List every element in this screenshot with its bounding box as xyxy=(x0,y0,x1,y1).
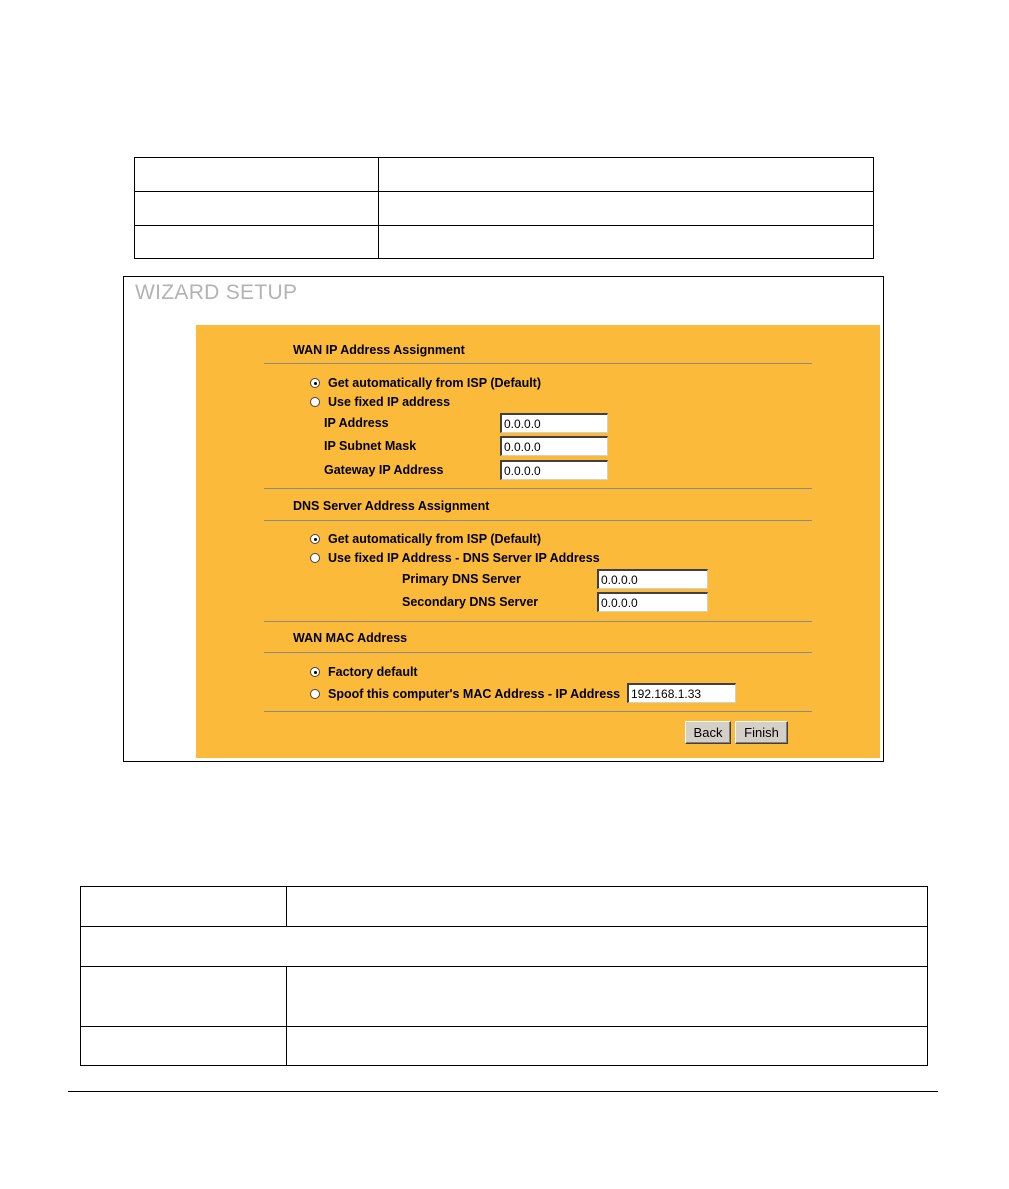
back-button[interactable]: Back xyxy=(685,721,731,744)
gateway-ip-input[interactable] xyxy=(500,460,608,480)
wizard-title: WIZARD SETUP xyxy=(135,281,298,304)
dns-auto-radio[interactable] xyxy=(310,534,320,544)
table-cell xyxy=(81,967,287,1027)
table-row xyxy=(135,226,874,259)
ip-address-input[interactable] xyxy=(500,413,608,433)
dns-section-title: DNS Server Address Assignment xyxy=(293,499,490,513)
spoof-ip-input[interactable] xyxy=(627,683,736,703)
mac-factory-label: Factory default xyxy=(328,665,418,679)
table-row xyxy=(135,158,874,192)
ip-address-label: IP Address xyxy=(324,416,389,430)
table-cell xyxy=(81,887,287,927)
dns-auto-option[interactable] xyxy=(310,532,541,546)
table-cell xyxy=(287,887,928,927)
wan-ip-section-title: WAN IP Address Assignment xyxy=(293,343,465,357)
table-cell xyxy=(379,226,874,259)
footer-rule xyxy=(68,1091,938,1092)
table-cell xyxy=(287,1027,928,1066)
dns-fixed-option[interactable] xyxy=(310,551,600,565)
mac-factory-option[interactable] xyxy=(310,665,418,679)
gateway-ip-label: Gateway IP Address xyxy=(324,463,444,477)
top-document-table xyxy=(134,157,874,259)
table-row xyxy=(81,1027,928,1066)
secondary-dns-label: Secondary DNS Server xyxy=(402,595,539,609)
wan-ip-fixed-radio[interactable] xyxy=(310,397,320,407)
mac-spoof-radio[interactable] xyxy=(310,689,320,699)
table-cell xyxy=(81,1027,287,1066)
mac-spoof-label: Spoof this computer's MAC Address - IP Address xyxy=(328,687,621,701)
primary-dns-input[interactable] xyxy=(597,569,708,589)
wizard-panel xyxy=(196,325,880,758)
dns-fixed-radio[interactable] xyxy=(310,553,320,563)
mac-factory-radio[interactable] xyxy=(310,667,320,677)
wan-ip-auto-label: Get automatically from ISP (Default) xyxy=(328,376,542,390)
subnet-mask-label: IP Subnet Mask xyxy=(324,439,417,453)
divider xyxy=(264,711,812,712)
secondary-dns-input[interactable] xyxy=(597,592,708,612)
primary-dns-label: Primary DNS Server xyxy=(402,572,521,586)
divider xyxy=(264,520,812,521)
finish-button[interactable]: Finish xyxy=(735,721,788,744)
mac-spoof-option[interactable] xyxy=(310,687,620,701)
dns-auto-label: Get automatically from ISP (Default) xyxy=(328,532,542,546)
table-cell xyxy=(379,158,874,192)
table-row xyxy=(135,192,874,226)
table-cell xyxy=(135,158,379,192)
dns-fixed-label: Use fixed IP Address - DNS Server IP Address xyxy=(328,551,600,565)
wan-ip-auto-radio[interactable] xyxy=(310,378,320,388)
wan-mac-section-title: WAN MAC Address xyxy=(293,631,408,645)
wan-ip-fixed-label: Use fixed IP address xyxy=(328,395,451,409)
table-cell xyxy=(135,226,379,259)
table-row xyxy=(81,887,928,927)
wizard-window xyxy=(123,276,884,762)
table-cell xyxy=(135,192,379,226)
bottom-document-table xyxy=(80,886,928,1066)
divider xyxy=(264,488,812,489)
divider xyxy=(264,621,812,622)
subnet-mask-input[interactable] xyxy=(500,436,608,456)
wan-ip-auto-option[interactable] xyxy=(310,376,541,390)
table-row xyxy=(81,967,928,1027)
table-cell xyxy=(379,192,874,226)
table-row xyxy=(81,927,928,967)
divider xyxy=(264,652,812,653)
wan-ip-fixed-option[interactable] xyxy=(310,395,450,409)
divider xyxy=(264,363,812,364)
table-cell xyxy=(287,967,928,1027)
table-cell xyxy=(81,927,928,967)
